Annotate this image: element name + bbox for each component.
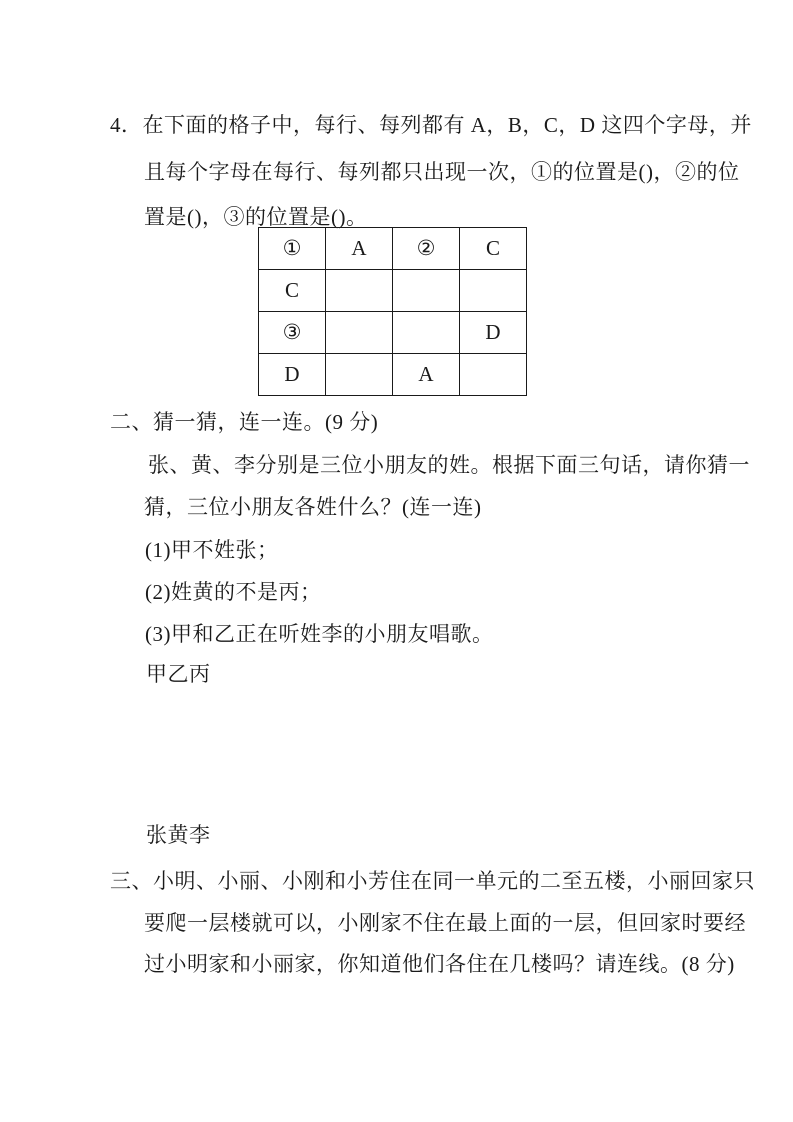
grid-cell-r2c2 xyxy=(326,270,393,312)
grid-cell-r4c3: A xyxy=(393,354,460,396)
question-4-line-1: 4．在下面的格子中，每行、每列都有 A，B，C，D 这四个字母，并 xyxy=(110,113,752,137)
grid-cell-r3c2 xyxy=(326,312,393,354)
section-2-top-labels: 甲乙丙 xyxy=(146,662,211,686)
section-2-clue-3: (3)甲和乙正在听姓李的小朋友唱歌。 xyxy=(145,622,494,646)
grid-cell-r4c1: D xyxy=(259,354,326,396)
letter-grid xyxy=(258,227,527,396)
grid-cell-r4c2 xyxy=(326,354,393,396)
section-2-bottom-labels: 张黄李 xyxy=(146,823,211,847)
grid-row-3 xyxy=(259,312,527,354)
grid-cell-r1c3: ② xyxy=(393,228,460,270)
question-4-line-3: 置是()，③的位置是()。 xyxy=(144,205,368,229)
section-3-line-2: 要爬一层楼就可以，小刚家不住在最上面的一层，但回家时要经 xyxy=(144,911,746,935)
section-2-heading: 二、猜一猜，连一连。(9 分) xyxy=(110,410,379,434)
grid-cell-r3c4: D xyxy=(460,312,527,354)
grid-row-2 xyxy=(259,270,527,312)
section-2-intro-line-1: 张、黄、李分别是三位小朋友的姓。根据下面三句话，请你猜一 xyxy=(148,453,750,477)
grid-cell-r2c4 xyxy=(460,270,527,312)
grid-row-1 xyxy=(259,228,527,270)
grid-cell-r2c3 xyxy=(393,270,460,312)
grid-cell-r3c3 xyxy=(393,312,460,354)
question-4-line-2: 且每个字母在每行、每列都只出现一次，①的位置是()，②的位 xyxy=(144,160,740,184)
grid-row-4 xyxy=(259,354,527,396)
section-2-intro-line-2: 猜，三位小朋友各姓什么？(连一连) xyxy=(144,495,482,519)
section-3-line-3: 过小明家和小丽家，你知道他们各住在几楼吗？请连线。(8 分) xyxy=(144,952,735,976)
section-3-line-1: 三、小明、小丽、小刚和小芳住在同一单元的二至五楼，小丽回家只 xyxy=(110,869,755,893)
grid-cell-r1c4: C xyxy=(460,228,527,270)
grid-cell-r1c1: ① xyxy=(259,228,326,270)
grid-cell-r3c1: ③ xyxy=(259,312,326,354)
section-2-clue-1: (1)甲不姓张； xyxy=(145,538,279,562)
grid-cell-r2c1: C xyxy=(259,270,326,312)
grid-cell-r1c2: A xyxy=(326,228,393,270)
section-2-clue-2: (2)姓黄的不是丙； xyxy=(145,580,322,604)
grid-cell-r4c4 xyxy=(460,354,527,396)
